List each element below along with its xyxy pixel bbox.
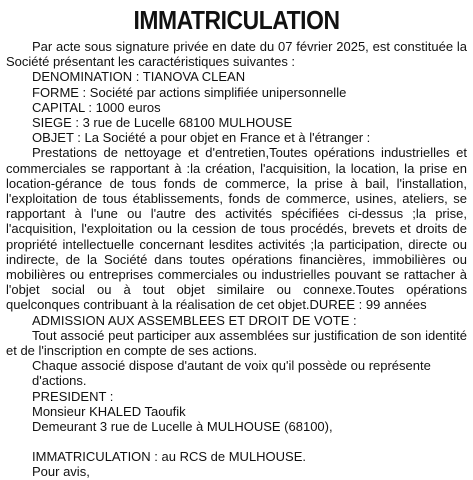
forme-line: FORME : Société par actions simplifiée unipersonnelle	[32, 84, 347, 100]
admission-heading: ADMISSION AUX ASSEMBLEES ET DROIT DE VOTE :	[32, 312, 357, 328]
president-label: PRESIDENT :	[32, 388, 114, 404]
objet-line: OBJET : La Société a pour objet en France et à l'étranger :	[32, 130, 371, 146]
objet-detail-paragraph: Prestations de nettoyage et d'entretien,Toutes opérations industrielles et commerciales se rapportant à :la création, l'acquisition, la location, la prise en location-gérance de tous fonds de commerce, la prise à bail, l'installation, l'exploitation de tous établissements, fonds de commerce, usines, ateliers, se rapportant à l'une ou l'autre des activités spécifiées ci-dessus ;la prise, l'acquisition, l'exploitation ou la cession de tous procédés, brevets et droits de propriété intellectuelle concernant lesdites activités ;la participation, directe ou indirecte, de la Société dans toutes opérations financières, immobilières ou mobilières ou entreprises commerciales ou industrielles pouvant se rattacher à l'objet social ou à tout objet similaire ou connexe.Toutes opérations quelconques contribuant à la réalisation de cet objet.DUREE : 99 années	[6, 145, 467, 313]
notice-title: IMMATRICULATION	[133, 5, 340, 35]
denomination-line: DENOMINATION : TIANOVA CLEAN	[32, 69, 246, 85]
voting-rights-line: Chaque associé dispose d'autant de voix qu'il possède ou représente d'actions.	[32, 358, 431, 389]
closing-line: Pour avis,	[32, 464, 90, 480]
capital-line: CAPITAL : 1000 euros	[32, 99, 161, 115]
rcs-line: IMMATRICULATION : au RCS de MULHOUSE.	[32, 449, 307, 465]
spacer	[6, 434, 467, 449]
president-name: Monsieur KHALED Taoufik	[32, 403, 186, 419]
siege-line: SIEGE : 3 rue de Lucelle 68100 MULHOUSE	[32, 115, 293, 131]
president-address: Demeurant 3 rue de Lucelle à MULHOUSE (68100),	[32, 419, 333, 435]
admission-paragraph: Tout associé peut participer aux assemblées sur justification de son identité et de l'inscription en compte de ses actions.	[6, 327, 467, 359]
notice-body	[6, 39, 467, 480]
intro-paragraph: Par acte sous signature privée en date du 07 février 2025, est constituée la Société présentant les caractéristiques suivantes :	[6, 39, 467, 70]
